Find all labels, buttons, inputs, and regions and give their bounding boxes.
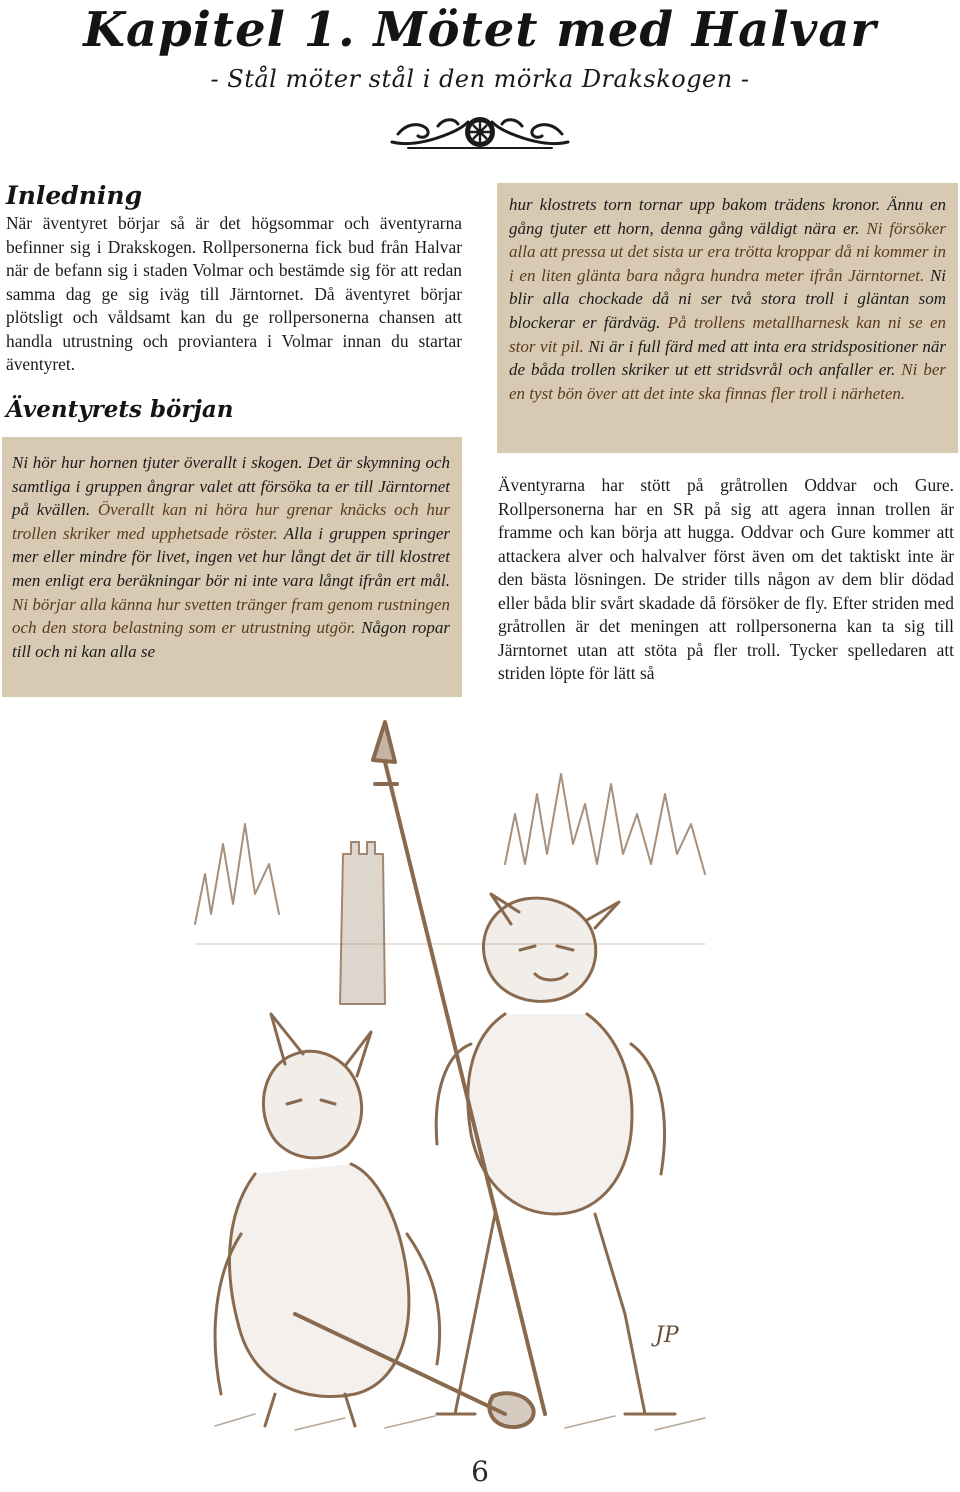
chapter-subtitle: - Stål möter stål i den mörka Drakskogen - xyxy=(210,65,750,93)
right-box-text-2: Ni försöker alla att pressa ut det sista ur era trötta kroppar då ni kommer in i en liten glänta bara några hundra meter ifrån Järntornet. xyxy=(509,218,946,285)
tower-silhouette xyxy=(340,842,385,1004)
intro-paragraph: När äventyret börjar så är det högsommar och äventyrarna befinner sig i Drakskogen. Rollpersonerna fick bud från Halvar när de befann sig i staden Volmar och bestämde sig för att redan samma dag ge sig iväg till Järntornet. Då äventyret börjar plötsligt och våldsamt kan du ge rollpersonerna chansen att handla utrustning och proviantera i Volmar innan du startar äventyret. xyxy=(6,213,462,374)
main-paragraph: Äventyrarna har stött på gråtrollen Oddvar och Gure. Rollpersonerna har en SR på sig att agera innan trollen är framme och kan börja att hugga. Oddvar och Gure kommer att attackera alver och halvalver först även om det taktiskt inte är den bästa lösningen. De strider tills någon av dem blir dödad eller båda blir svårt skadade då försöker de fly. Efter striden med gråtrollen är det meningen att rollpersonerna kan ta sig till Järntornet utan att stöta på fler troll. Tycker spelledaren att striden löpte för lätt så xyxy=(498,475,954,683)
right-box-text-5: Ni är i full färd med att inta era stridspositioner när de båda trollen skriker ut ett stridsvrål och anfaller er. xyxy=(509,336,946,380)
read-aloud-box-left xyxy=(2,437,462,697)
troll-illustration xyxy=(175,714,725,1434)
forest-treeline xyxy=(195,774,705,944)
box-text-4: Ni börjar alla känna hur svetten tränger fram genom rustningen och den stora belastning som er utrustning utgör. xyxy=(12,594,450,638)
box-text-5: Någon ropar till och ni kan alla se xyxy=(12,618,450,661)
intro-heading: Inledning xyxy=(6,181,143,210)
box-text-2: Överallt kan ni höra hur grenar knäcks och hur trollen skriker med upphetsade röster. xyxy=(12,500,450,543)
artist-signature: JP xyxy=(655,1323,679,1348)
ornament-divider xyxy=(388,112,572,154)
troll-left xyxy=(215,1014,440,1426)
adventure-start-heading: Äventyrets början xyxy=(6,396,234,423)
right-box-text-3: Ni blir alla chockade då ni ser två stora troll i gläntan som blockerar er färdväg. xyxy=(509,265,946,332)
read-aloud-box-right xyxy=(497,183,958,453)
box-text-3: Alla i gruppen springer mer eller mindre för livet, ingen vet hur långt det är till klostret men enligt era beräkningar bör ni inte vara långt ifrån ert mål. xyxy=(12,523,450,590)
ground-hatching xyxy=(215,1414,705,1430)
box-text-1: Ni hör hur hornen tjuter överallt i skogen. Det är skymning och samtliga i gruppen ångrar valet att försöka ta er till Järntornet på kvällen. xyxy=(12,453,450,520)
right-box-text-6: Ni ber en tyst bön över att det inte ska finnas fler troll i närheten. xyxy=(509,360,946,403)
chapter-title: Kapitel 1. Mötet med Halvar xyxy=(83,2,877,58)
page-number: 6 xyxy=(471,1455,489,1488)
right-box-text-4: På trollens metallharnesk kan ni se en stor vit pil. xyxy=(509,312,946,356)
right-box-text-1: hur klostrets torn tornar upp bakom trädens kronor. Ännu en gång tjuter ett horn, denna gång väldigt nära er. xyxy=(509,195,946,238)
troll-right xyxy=(436,894,675,1414)
